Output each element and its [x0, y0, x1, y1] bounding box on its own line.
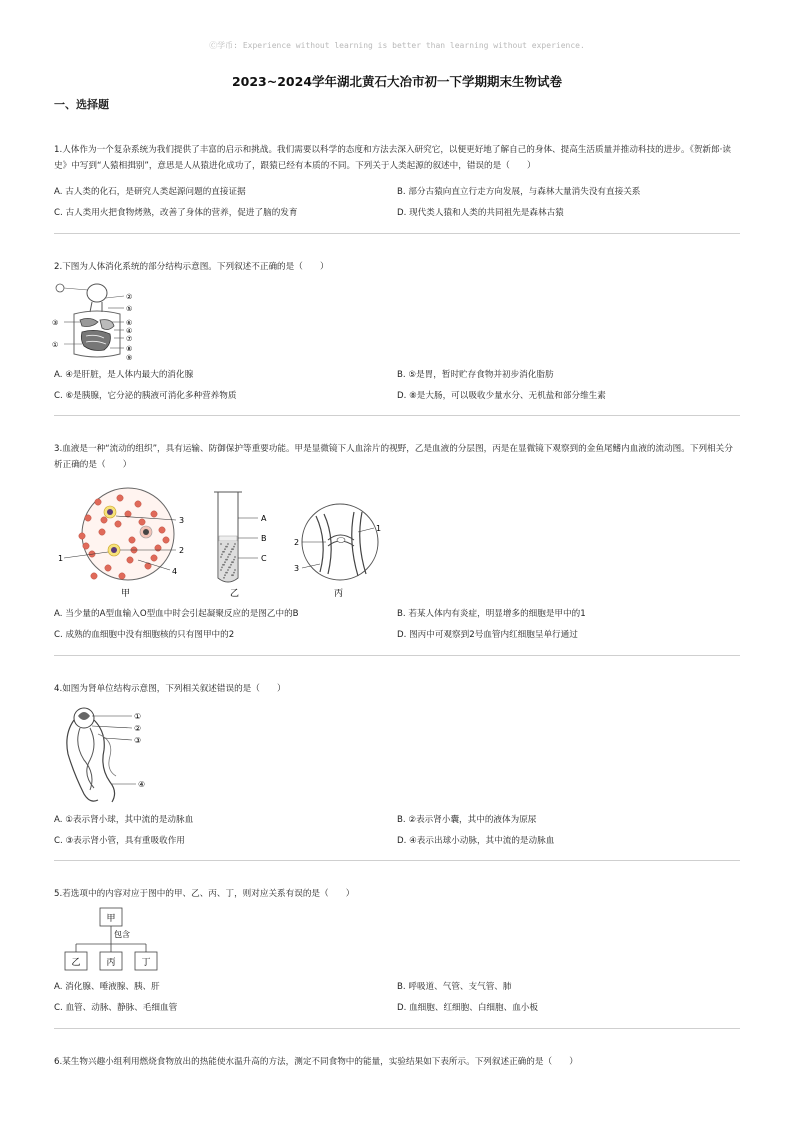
figure-yi: [214, 492, 267, 599]
question-1: [54, 142, 740, 174]
sediment-dot: [227, 543, 229, 545]
option-c[interactable]: C. 成熟的血细胞中没有细胞核的只有图甲中的2: [54, 630, 235, 640]
sediment-dot: [231, 574, 233, 576]
jia-label-2: 2: [179, 546, 185, 555]
option-b[interactable]: B. ⑤是胃，暂时贮存食物并初步消化脂肪: [397, 370, 554, 380]
divider: [54, 1028, 740, 1029]
bing-label-3: 3: [294, 564, 300, 573]
label-7: ⑦: [126, 335, 133, 343]
sediment-dot: [233, 546, 235, 548]
red-blood-cell: [119, 573, 125, 579]
sediment-dot: [220, 569, 222, 571]
question-4: [54, 681, 740, 697]
option-d[interactable]: D. ④表示出球小动脉，其中流的是动脉血: [397, 836, 555, 846]
sediment-dot: [225, 559, 227, 561]
divider: [54, 860, 740, 861]
red-blood-cell: [85, 515, 91, 521]
sediment-dot: [220, 556, 222, 558]
bing-label-1: 1: [376, 524, 382, 533]
label-2: ②: [134, 724, 142, 733]
sediment-dot: [231, 561, 233, 563]
red-blood-cell: [127, 557, 133, 563]
question-6: [54, 1054, 740, 1070]
jia-label-4: 4: [172, 567, 178, 576]
divider: [54, 655, 740, 656]
sediment-dot: [227, 556, 229, 558]
sediment-dot: [233, 572, 235, 574]
option-c[interactable]: C. ③表示肾小管，具有重吸收作用: [54, 836, 185, 846]
sediment-dot: [231, 548, 233, 550]
label-2: ②: [126, 293, 133, 301]
label-3: ③: [134, 736, 142, 745]
option-c[interactable]: C. 血管、动脉、静脉、毛细血管: [54, 1003, 178, 1013]
label-4: ④: [138, 780, 146, 789]
yi-label-b: B: [261, 534, 267, 543]
red-blood-cell: [95, 499, 101, 505]
question-stem: 1.人体作为一个复杂系统为我们提供了丰富的启示和挑战。我们需要以科学的态度和方法去深入研究它，以便更好地了解自己的身体、提高生活质量并推动科技的进步。《贺新郎·读史》中写到“人猿相揖别”，意思是人从猿进化成功了，跟猿已经有本质的不同。下列关于人类起源的叙述中，错误的是（ ）: [54, 145, 731, 171]
question-stem: 6.某生物兴趣小组利用燃烧食物放出的热能使水温升高的方法，测定不同食物中的能量，实验结果如下表所示。下列叙述正确的是（ ）: [54, 1057, 578, 1067]
red-blood-cell: [139, 519, 145, 525]
divider: [54, 415, 740, 416]
box-bing: 丙: [106, 958, 116, 968]
question-stem: 4.如图为肾单位结构示意图，下列相关叙述错误的是（ ）: [54, 684, 286, 694]
box-ding: 丁: [141, 958, 151, 968]
question-5: [54, 886, 740, 902]
red-blood-cell: [151, 555, 157, 561]
option-c[interactable]: C. 古人类用火把食物烤熟，改善了身体的营养，促进了脑的发育: [54, 208, 298, 218]
sediment-dot: [225, 546, 227, 548]
sediment-dot: [224, 561, 226, 563]
label-8: ⑧: [126, 345, 133, 353]
red-blood-cell: [163, 537, 169, 543]
sediment-dot: [234, 543, 236, 545]
yi-label-a: A: [261, 514, 267, 523]
bing-label-2: 2: [294, 538, 300, 547]
box-yi: 乙: [71, 958, 81, 968]
question-3: [54, 441, 740, 473]
option-a[interactable]: A. 古人类的化石，是研究人类起源问题的直接证据: [54, 187, 246, 197]
caption-jia: 甲: [121, 589, 131, 599]
blood-figures: [58, 484, 398, 602]
sediment-dot: [234, 556, 236, 558]
option-a[interactable]: A. ①表示肾小球，其中流的是动脉血: [54, 815, 194, 825]
jia-label-1: 1: [58, 554, 64, 563]
red-blood-cell: [129, 537, 135, 543]
sediment-dot: [220, 543, 222, 545]
option-b[interactable]: B. 若某人体内有炎症，明显增多的细胞是甲中的1: [397, 609, 586, 619]
sediment-dot: [222, 551, 224, 553]
sediment-dot: [230, 551, 232, 553]
red-blood-cell: [79, 533, 85, 539]
contains-label: 包含: [114, 930, 130, 939]
option-d[interactable]: D. 血细胞、红细胞、白细胞、血小板: [397, 1003, 538, 1013]
nephron-figure: [54, 704, 164, 808]
question-stem: 3.血液是一种“流动的组织”，具有运输、防御保护等重要功能。甲是显微镜下人血涂片的视野，乙是血液的分层图，丙是在显微镜下观察到的金鱼尾鳍内血液的流动图。下列相关分析正确的是（ ）: [54, 444, 733, 470]
question-stem: 5.若选项中的内容对应于图中的甲、乙、丙、丁，则对应关系有误的是（ ）: [54, 889, 355, 899]
page-title: 2023~2024学年湖北黄石大冶市初一下学期期末生物试卷: [231, 74, 563, 89]
red-blood-cell: [135, 501, 141, 507]
sediment-dot: [224, 548, 226, 550]
sediment-dot: [228, 554, 230, 556]
caption-bing: 丙: [334, 589, 344, 599]
label-6: ⑥: [126, 319, 133, 327]
option-d[interactable]: D. 图丙中可观察到2号血管内红细胞呈单行通过: [397, 630, 578, 640]
figure-bing: [294, 504, 381, 599]
sediment-dot: [221, 567, 223, 569]
option-d[interactable]: D. 现代类人猿和人类的共同祖先是森林古猿: [397, 208, 564, 218]
sediment-dot: [234, 569, 236, 571]
sediment-dot: [233, 559, 235, 561]
label-3: ③: [52, 319, 59, 327]
red-blood-cell: [91, 573, 97, 579]
label-5: ⑤: [126, 305, 133, 313]
section-heading: 一、选择题: [54, 98, 109, 111]
option-b[interactable]: B. ②表示肾小囊，其中的液体为原尿: [397, 815, 537, 825]
option-a[interactable]: A. ④是肝脏，是人体内最大的消化腺: [54, 370, 194, 380]
box-jia: 甲: [106, 914, 116, 924]
option-a[interactable]: A. 消化腺、唾液腺、胰、肝: [54, 982, 160, 992]
caption-yi: 乙: [230, 589, 240, 599]
label-4: ④: [126, 327, 133, 335]
option-a[interactable]: A. 当少量的A型血输入O型血中时会引起凝聚反应的是图乙中的B: [54, 609, 299, 619]
question-2: [54, 259, 740, 275]
option-b[interactable]: B. 呼吸道、气管、支气管、肺: [397, 982, 512, 992]
figure-jia: [58, 488, 184, 599]
red-blood-cell: [101, 517, 107, 523]
red-blood-cell: [99, 529, 105, 535]
label-1: ①: [52, 341, 59, 349]
red-blood-cell: [159, 527, 165, 533]
hierarchy-figure: [60, 906, 170, 972]
jia-label-3: 3: [179, 516, 185, 525]
red-blood-cell: [117, 495, 123, 501]
sediment-dot: [230, 564, 232, 566]
digestive-system-figure: [52, 278, 142, 362]
sediment-dot: [223, 577, 225, 579]
red-blood-cell: [151, 511, 157, 517]
label-1: ①: [134, 712, 142, 721]
red-blood-cell: [125, 511, 131, 517]
question-stem: 2.下图为人体消化系统的部分结构示意图。下列叙述不正确的是（ ）: [54, 262, 329, 272]
option-c[interactable]: C. ⑥是胰腺，它分泌的胰液可消化多种营养物质: [54, 391, 237, 401]
yi-label-c: C: [261, 554, 267, 563]
sediment-dot: [222, 564, 224, 566]
label-9: ⑨: [126, 354, 133, 362]
sediment-dot: [227, 569, 229, 571]
option-b[interactable]: B. 部分古猿向直立行走方向发展，与森林大量消失没有直接关系: [397, 187, 641, 197]
red-blood-cell: [115, 521, 121, 527]
sediment-dot: [221, 554, 223, 556]
divider: [54, 233, 740, 234]
option-d[interactable]: D. ⑧是大肠，可以吸收少量水分、无机盐和部分维生素: [397, 391, 606, 401]
sediment-dot: [224, 574, 226, 576]
sediment-dot: [225, 572, 227, 574]
red-blood-cell: [105, 565, 111, 571]
sediment-dot: [228, 567, 230, 569]
watermark: 🄫学币: Experience without learning is better than learning without experience.: [209, 41, 585, 50]
red-blood-cell: [83, 543, 89, 549]
